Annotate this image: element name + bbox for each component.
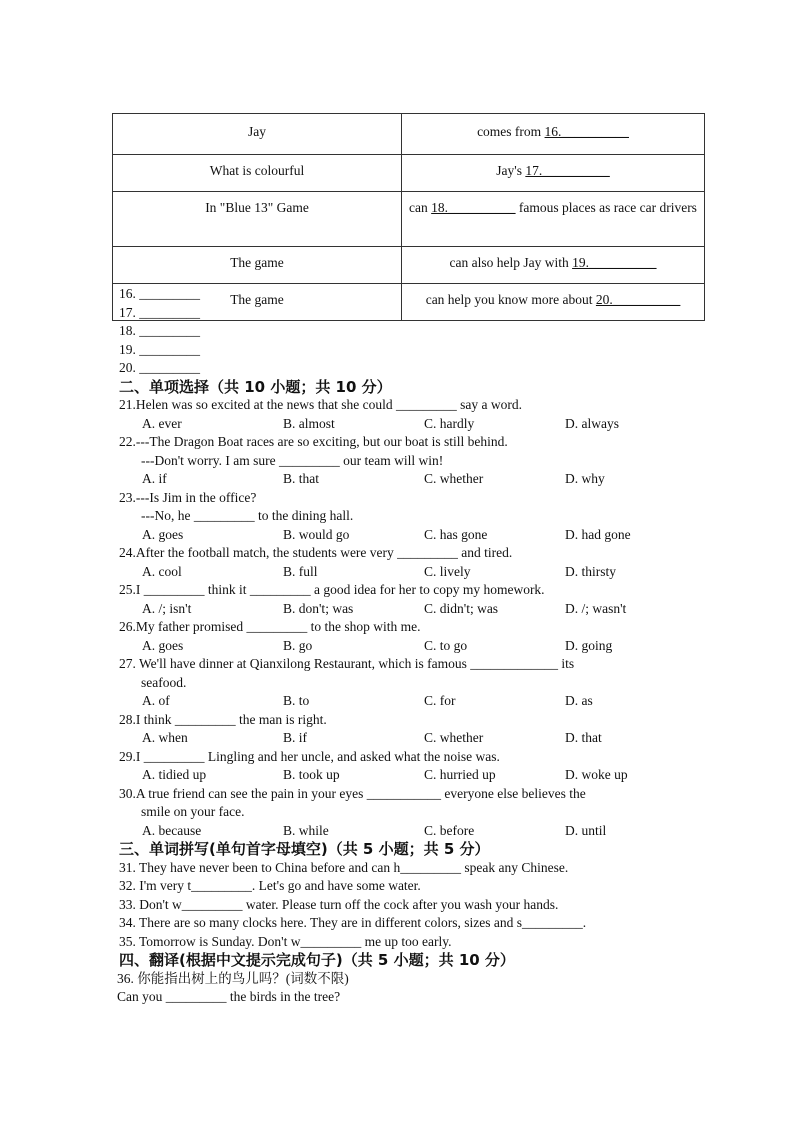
option-c[interactable]: C. before xyxy=(424,822,475,838)
table-cell-left: What is colourful xyxy=(113,155,402,192)
table-row xyxy=(113,155,705,192)
option-c[interactable]: C. hurried up xyxy=(424,767,496,782)
table-row xyxy=(113,192,705,247)
option-b[interactable]: B. would go xyxy=(283,526,350,542)
answer-line-18[interactable]: 18. _________ xyxy=(119,323,200,338)
table-cell-right: Jay's 17.__________ xyxy=(402,155,705,192)
option-d[interactable]: D. thirsty xyxy=(565,563,617,579)
option-c[interactable]: C. for xyxy=(424,693,456,708)
exam-content xyxy=(119,285,679,1007)
option-a[interactable]: A. goes xyxy=(142,637,184,653)
table-cell-right: can also help Jay with 19.__________ xyxy=(402,247,705,284)
option-b[interactable]: B. took up xyxy=(283,767,340,782)
question-31[interactable]: 31. They have never been to China before and can h_________ speak any Chinese. xyxy=(119,859,569,875)
question-29: 29.I _________ Lingling and her uncle, and asked what the noise was. xyxy=(119,748,500,764)
blank-16[interactable]: 16.__________ xyxy=(544,124,629,139)
option-d[interactable]: D. had gone xyxy=(565,526,631,542)
question-30: 30.A true friend can see the pain in your eyes ___________ everyone else believes the xyxy=(119,785,586,801)
question-22-line2: ---Don't worry. I am sure _________ our team will win! xyxy=(141,452,444,468)
table-cell-right: can 18.__________ famous places as race car drivers xyxy=(402,192,705,247)
option-d[interactable]: D. /; wasn't xyxy=(565,600,627,616)
table-row xyxy=(113,247,705,284)
section3-heading: 三、单词拼写(单句首字母填空)（共 5 小题；共 5 分） xyxy=(119,840,490,858)
option-b[interactable]: B. almost xyxy=(283,415,335,431)
question-25-options xyxy=(119,600,679,619)
blank-18[interactable]: 18.__________ xyxy=(431,200,516,215)
option-d[interactable]: D. going xyxy=(565,637,613,653)
option-b[interactable]: B. while xyxy=(283,822,329,838)
question-23-line2: ---No, he _________ to the dining hall. xyxy=(141,508,354,523)
option-a[interactable]: A. tidied up xyxy=(142,767,207,782)
question-35[interactable]: 35. Tomorrow is Sunday. Don't w_________ me up too early. xyxy=(119,933,452,949)
option-b[interactable]: B. full xyxy=(283,563,318,579)
answer-line-16[interactable]: 16. _________ xyxy=(119,286,200,301)
option-b[interactable]: B. don't; was xyxy=(283,600,354,616)
option-c[interactable]: C. to go xyxy=(424,637,468,653)
option-c[interactable]: C. whether xyxy=(424,471,484,486)
option-c[interactable]: C. has gone xyxy=(424,526,488,542)
table-cell-left: Jay xyxy=(113,114,402,155)
option-d[interactable]: D. until xyxy=(565,822,607,838)
blank-20[interactable]: 20.__________ xyxy=(595,292,681,307)
option-b[interactable]: B. that xyxy=(283,471,319,486)
option-a[interactable]: A. goes xyxy=(142,526,184,542)
question-26-options xyxy=(119,637,679,656)
question-29-options xyxy=(119,766,679,785)
question-30-line2: smile on your face. xyxy=(141,804,245,819)
option-a[interactable]: A. if xyxy=(142,471,167,486)
question-25: 25.I _________ think it _________ a good idea for her to copy my homework. xyxy=(119,582,545,597)
option-d[interactable]: D. as xyxy=(565,693,593,708)
question-22-options xyxy=(119,470,679,489)
question-27-options xyxy=(119,692,679,711)
option-b[interactable]: B. to xyxy=(283,693,310,708)
question-24-options xyxy=(119,563,679,582)
question-30-options xyxy=(119,822,679,841)
question-23-options xyxy=(119,526,679,545)
answer-line-19[interactable]: 19. _________ xyxy=(119,341,200,357)
answer-line-17[interactable]: 17. _________ xyxy=(119,304,200,320)
question-34[interactable]: 34. There are so many clocks here. They are in different colors, sizes and s_________. xyxy=(119,915,587,930)
question-21-options xyxy=(119,415,679,434)
option-a[interactable]: A. cool xyxy=(142,563,182,579)
option-a[interactable]: A. of xyxy=(142,693,170,708)
option-a[interactable]: A. /; isn't xyxy=(142,600,192,616)
option-a[interactable]: A. because xyxy=(142,822,202,838)
option-d[interactable]: D. that xyxy=(565,730,602,745)
section4-heading: 四、翻译(根据中文提示完成句子)（共 5 小题；共 10 分） xyxy=(119,951,515,969)
table-cell-left: In "Blue 13" Game xyxy=(113,192,402,247)
option-c[interactable]: C. hardly xyxy=(424,415,475,431)
option-a[interactable]: A. ever xyxy=(142,415,182,431)
question-21: 21.Helen was so excited at the news that she could _________ say a word. xyxy=(119,397,523,412)
option-a[interactable]: A. when xyxy=(142,730,188,745)
option-b[interactable]: B. go xyxy=(283,637,313,653)
question-27: 27. We'll have dinner at Qianxilong Restaurant, which is famous _____________ its xyxy=(119,656,575,671)
section2-heading: 二、单项选择（共 10 小题；共 10 分） xyxy=(119,377,392,396)
option-b[interactable]: B. if xyxy=(283,730,308,745)
option-c[interactable]: C. didn't; was xyxy=(424,600,499,616)
question-24: 24.After the football match, the students were very _________ and tired. xyxy=(119,545,513,560)
option-c[interactable]: C. whether xyxy=(424,730,484,745)
option-c[interactable]: C. lively xyxy=(424,563,471,579)
table-cell-right: can help you know more about 20.__________ xyxy=(402,284,705,321)
blank-19[interactable]: 19.__________ xyxy=(572,255,657,270)
table-cell-left: The game xyxy=(113,284,402,321)
table-cell-left: The game xyxy=(113,247,402,284)
question-23: 23.---Is Jim in the office? xyxy=(119,489,257,505)
option-d[interactable]: D. always xyxy=(565,415,619,431)
question-36-sentence[interactable]: Can you _________ the birds in the tree? xyxy=(117,989,341,1004)
blank-17[interactable]: 17.__________ xyxy=(525,163,610,178)
question-33[interactable]: 33. Don't w_________ water. Please turn off the cock after you wash your hands. xyxy=(119,896,559,912)
option-d[interactable]: D. why xyxy=(565,471,605,486)
option-d[interactable]: D. woke up xyxy=(565,767,628,782)
question-27-line2: seafood. xyxy=(141,674,187,690)
question-28: 28.I think _________ the man is right. xyxy=(119,711,327,727)
table-row xyxy=(113,114,705,155)
answer-line-20[interactable]: 20. _________ xyxy=(119,360,200,375)
question-32[interactable]: 32. I'm very t_________. Let's go and have some water. xyxy=(119,878,421,893)
question-28-options xyxy=(119,729,679,748)
table-cell-right: comes from 16.__________ xyxy=(402,114,705,155)
question-36-prompt: 36. 你能指出树上的鸟儿吗？(词数不限) xyxy=(117,970,349,986)
question-26: 26.My father promised _________ to the shop with me. xyxy=(119,619,421,634)
question-22: 22.---The Dragon Boat races are so exciting, but our boat is still behind. xyxy=(119,434,508,449)
